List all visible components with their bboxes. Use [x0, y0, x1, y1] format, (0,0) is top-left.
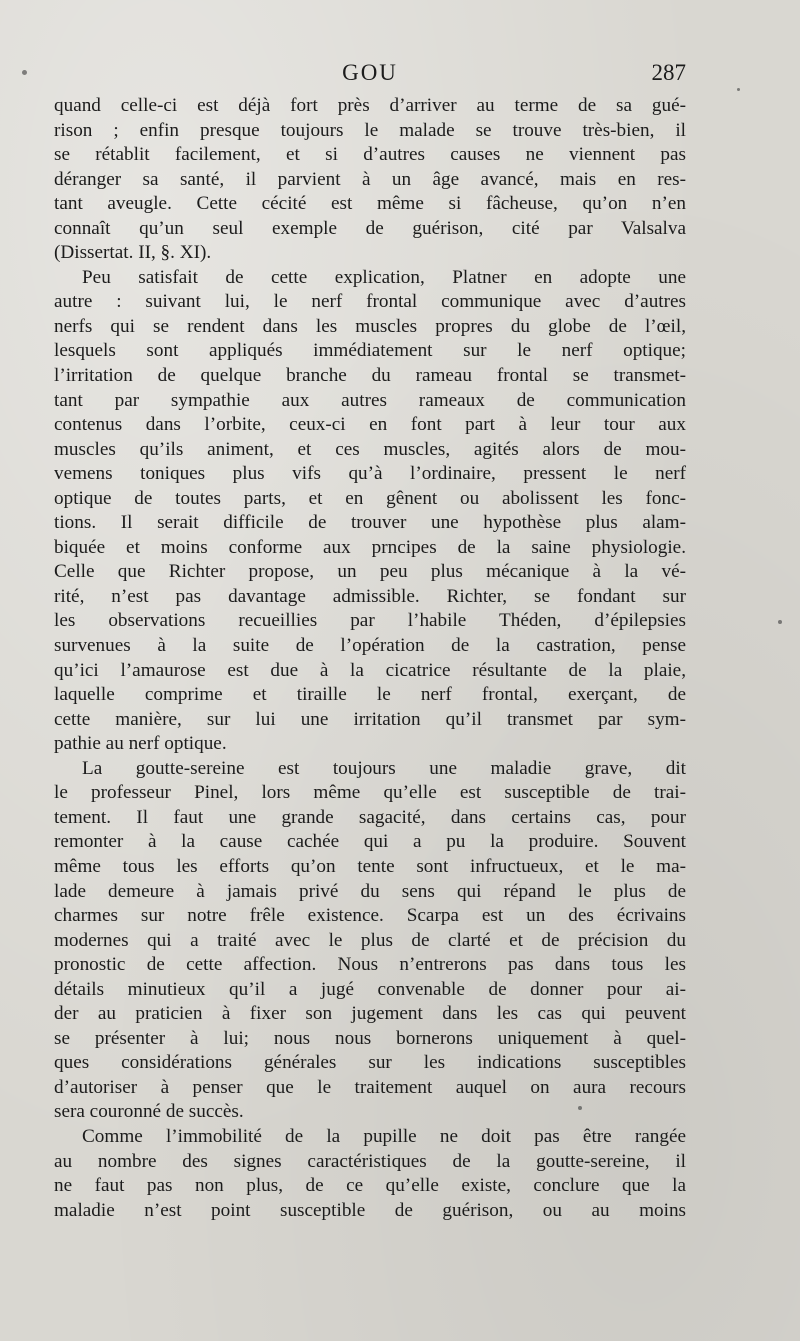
paragraph [54, 757, 686, 1125]
text-line: survenues à la suite de l’opération de la castration, pense [54, 635, 686, 657]
text-line: le professeur Pinel, lors même qu’elle est susceptible de trai- [54, 782, 686, 804]
text-line: détails minutieux qu’il a jugé convenable de donner pour ai- [54, 978, 686, 1000]
text-line: laquelle comprime et tiraille le nerf frontal, exerçant, de [54, 684, 686, 706]
text-line: quand celle-ci est déjà fort près d’arriver au terme de sa gué- [54, 95, 686, 116]
text-line: qu’ici l’amaurose est due à la cicatrice résultante de la plaie, [54, 659, 686, 681]
text-line: contenus dans l’orbite, ceux-ci en font part à leur tour aux [54, 414, 686, 436]
text-line: optique de toutes parts, et en gênent ou abolissent les fonc- [54, 487, 686, 509]
text-line: se présenter à lui; nous nous bornerons uniquement à quel- [54, 1027, 686, 1049]
paper-speck [737, 88, 740, 91]
text-line: Celle que Richter propose, un peu plus mécanique à la vé- [54, 561, 686, 583]
running-head: GOU [342, 60, 398, 85]
text-line: se rétablit facilement, et si d’autres causes ne viennent pas [54, 144, 686, 166]
text-line: tant aveugle. Cette cécité est même si fâcheuse, qu’on n’en [54, 193, 686, 215]
text-line: Peu satisfait de cette explication, Platner en adopte une [82, 266, 686, 288]
text-line: rison ; enfin presque toujours le malade se trouve très-bien, il [54, 119, 686, 141]
text-line: lade demeure à jamais privé du sens qui répand le plus de [54, 880, 686, 902]
page-number: 287 [651, 60, 686, 85]
text-line: les observations recueillies par l’habile Théden, d’épilepsies [54, 610, 686, 632]
text-line: d’autoriser à penser que le traitement auquel on aura recours [54, 1076, 686, 1098]
text-line: au nombre des signes caractéristiques de la goutte-sereine, il [54, 1150, 686, 1172]
text-line: cette manière, sur lui une irritation qu’il transmet par sym- [54, 708, 686, 730]
text-line: rité, n’est pas davantage admissible. Richter, se fondant sur [54, 585, 686, 607]
text-line: connaît qu’un seul exemple de guérison, cité par Valsalva [54, 217, 686, 239]
page-header [54, 60, 686, 90]
text-line: pathie au nerf optique. [54, 733, 227, 755]
text-line: der au praticien à fixer son jugement dans les cas qui peuvent [54, 1003, 686, 1025]
text-line: (Dissertat. II, §. XI). [54, 242, 212, 264]
text-line: La goutte-sereine est toujours une maladie grave, dit [82, 757, 686, 779]
paragraph [54, 94, 686, 266]
text-line: vemens toniques plus vifs qu’à l’ordinaire, pressent le nerf [54, 463, 686, 485]
text-line: remonter à la cause cachée qui a pu la produire. Souvent [54, 831, 686, 853]
text-line: charmes sur notre frêle existence. Scarpa est un des écrivains [54, 905, 686, 927]
text-line: biquée et moins conforme aux prncipes de la saine physiologie. [54, 536, 686, 558]
text-line: sera couronné de succès. [54, 1101, 244, 1123]
text-line: ques considérations générales sur les indications susceptibles [54, 1052, 686, 1074]
text-line: autre : suivant lui, le nerf frontal communique avec d’autres [54, 291, 686, 313]
text-line: Comme l’immobilité de la pupille ne doit pas être rangée [82, 1125, 686, 1147]
text-line: ne faut pas non plus, de ce qu’elle existe, conclure que la [54, 1175, 686, 1197]
body-text [54, 94, 686, 1223]
text-line: même tous les efforts qu’on tente sont infructueux, et le ma- [54, 855, 686, 877]
paper-speck [778, 620, 782, 624]
paper-speck [22, 70, 27, 75]
text-line: nerfs qui se rendent dans les muscles propres du globe de l’œil, [54, 315, 686, 337]
paragraph [54, 266, 686, 757]
paragraph [54, 1125, 686, 1223]
text-line: tant par sympathie aux autres rameaux de communication [54, 389, 686, 411]
text-line: pronostic de cette affection. Nous n’entrerons pas dans tous les [54, 954, 686, 976]
paper-speck [578, 1106, 582, 1110]
text-line: lesquels sont appliqués immédiatement sur le nerf optique; [54, 340, 686, 362]
text-line: tions. Il serait difficile de trouver une hypothèse plus alam- [54, 512, 686, 534]
text-line: muscles qu’ils animent, et ces muscles, agités alors de mou- [54, 438, 686, 460]
text-line: maladie n’est point susceptible de guérison, ou au moins [54, 1199, 686, 1221]
text-line: modernes qui a traité avec le plus de clarté et de précision du [54, 929, 686, 951]
text-line: l’irritation de quelque branche du rameau frontal se transmet- [54, 365, 686, 387]
text-line: tement. Il faut une grande sagacité, dans certains cas, pour [54, 806, 686, 828]
text-line: déranger sa santé, il parvient à un âge avancé, mais en res- [54, 168, 686, 190]
